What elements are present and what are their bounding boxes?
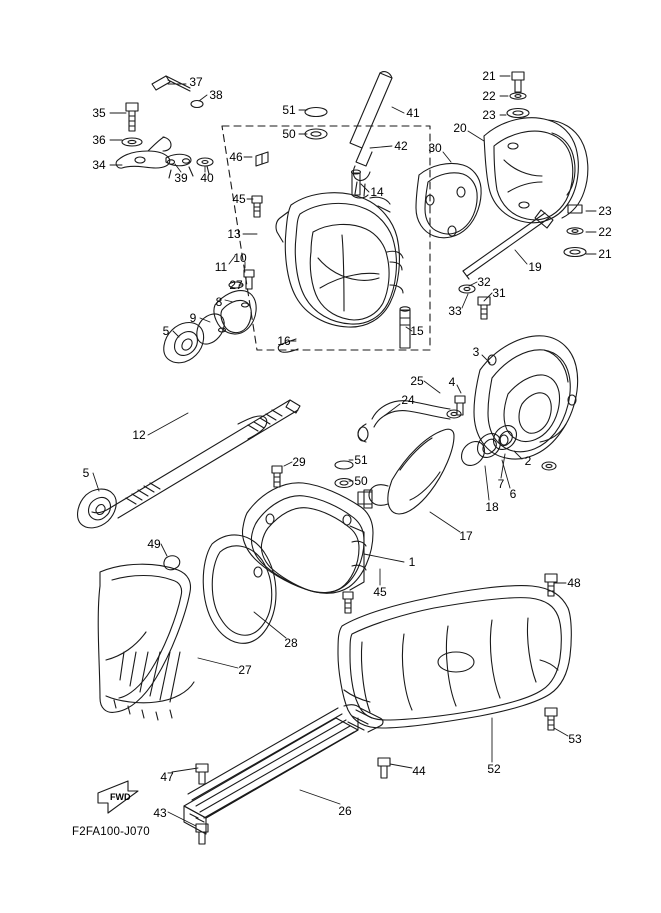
callout-label: 17: [459, 529, 473, 543]
callout-label: 19: [528, 260, 542, 274]
drive-shaft-12: [78, 400, 300, 528]
callout-label: 18: [485, 500, 499, 514]
fwd-direction-label: FWD: [110, 792, 131, 802]
callout-label: 53: [568, 732, 582, 746]
intake-duct-1: [203, 461, 373, 643]
callout-label: 35: [92, 106, 106, 120]
callout-label: 36: [92, 133, 106, 147]
callout-label: 4: [448, 375, 456, 389]
callout-label: 3: [472, 345, 480, 359]
callout-label: 23: [482, 108, 496, 122]
callout-label: 51: [282, 103, 296, 117]
callout-label: 8: [215, 295, 223, 309]
callout-label: 48: [567, 576, 581, 590]
callout-label: 10: [233, 251, 247, 265]
callout-label: 39: [174, 171, 188, 185]
callout-label: 21: [482, 69, 496, 83]
callout-label: 49: [147, 537, 161, 551]
callout-label: 26: [338, 804, 352, 818]
impeller-assembly: [358, 336, 578, 514]
callout-label: 44: [412, 764, 426, 778]
callout-label: 22: [482, 89, 496, 103]
clamp-46: [256, 152, 268, 166]
callout-label: 16: [277, 334, 291, 348]
callout-label: 22: [598, 225, 612, 239]
callout-label: 11: [214, 260, 228, 274]
callout-label: 47: [160, 770, 174, 784]
callout-label: 50: [282, 127, 296, 141]
callout-label: 45: [373, 585, 387, 599]
bracket-assembly-group: [116, 76, 213, 178]
callout-label: 31: [492, 286, 506, 300]
callout-label: 33: [448, 304, 462, 318]
callout-label: 21: [598, 247, 612, 261]
callout-label: 13: [227, 227, 241, 241]
callout-label: 52: [487, 762, 501, 776]
callout-label: 2: [524, 454, 532, 468]
callout-label: 12: [132, 428, 146, 442]
callout-label: 30: [428, 141, 442, 155]
callout-label: 25: [410, 374, 424, 388]
callout-label: 50: [354, 474, 368, 488]
callout-label: 38: [209, 88, 223, 102]
callout-label: 40: [200, 171, 214, 185]
callout-label: 27: [238, 663, 252, 677]
callout-label: 9: [189, 311, 197, 325]
callout-label: 7: [497, 477, 505, 491]
callout-label: 41: [406, 106, 420, 120]
callout-label: 5: [82, 466, 90, 480]
callout-label: 32: [477, 275, 491, 289]
callout-label: 28: [284, 636, 298, 650]
callout-label: 15: [410, 324, 424, 338]
callout-label: 45: [232, 192, 246, 206]
step-mat-26: [184, 705, 390, 844]
callout-label: 24: [401, 393, 415, 407]
callout-label: 1: [408, 555, 416, 569]
part-number-code: F2FA100-J070: [72, 826, 150, 838]
callout-label: 46: [229, 150, 243, 164]
jet-pump-bracket-20: [463, 69, 588, 279]
ring-30: [416, 163, 481, 237]
callout-label: 20: [453, 121, 467, 135]
callout-label: 27: [229, 278, 243, 292]
collar-group-top: [305, 108, 327, 140]
callout-label: 37: [189, 75, 203, 89]
callout-label: 23: [598, 204, 612, 218]
callout-label: 43: [153, 806, 167, 820]
callout-label: 51: [354, 453, 368, 467]
callout-label: 34: [92, 158, 106, 172]
steering-rod-group: [350, 72, 392, 198]
ride-plate-27: [98, 564, 194, 720]
callout-label: 5: [162, 324, 170, 338]
callout-label: 29: [292, 455, 306, 469]
bolt-group-31-33: [459, 285, 490, 319]
jet-nozzle-housing: [252, 170, 410, 352]
callout-label: 6: [509, 487, 517, 501]
dashed-outline-13: [222, 126, 430, 350]
callout-label: 14: [370, 185, 384, 199]
leader-lines: [93, 76, 596, 826]
callout-label: 42: [394, 139, 408, 153]
